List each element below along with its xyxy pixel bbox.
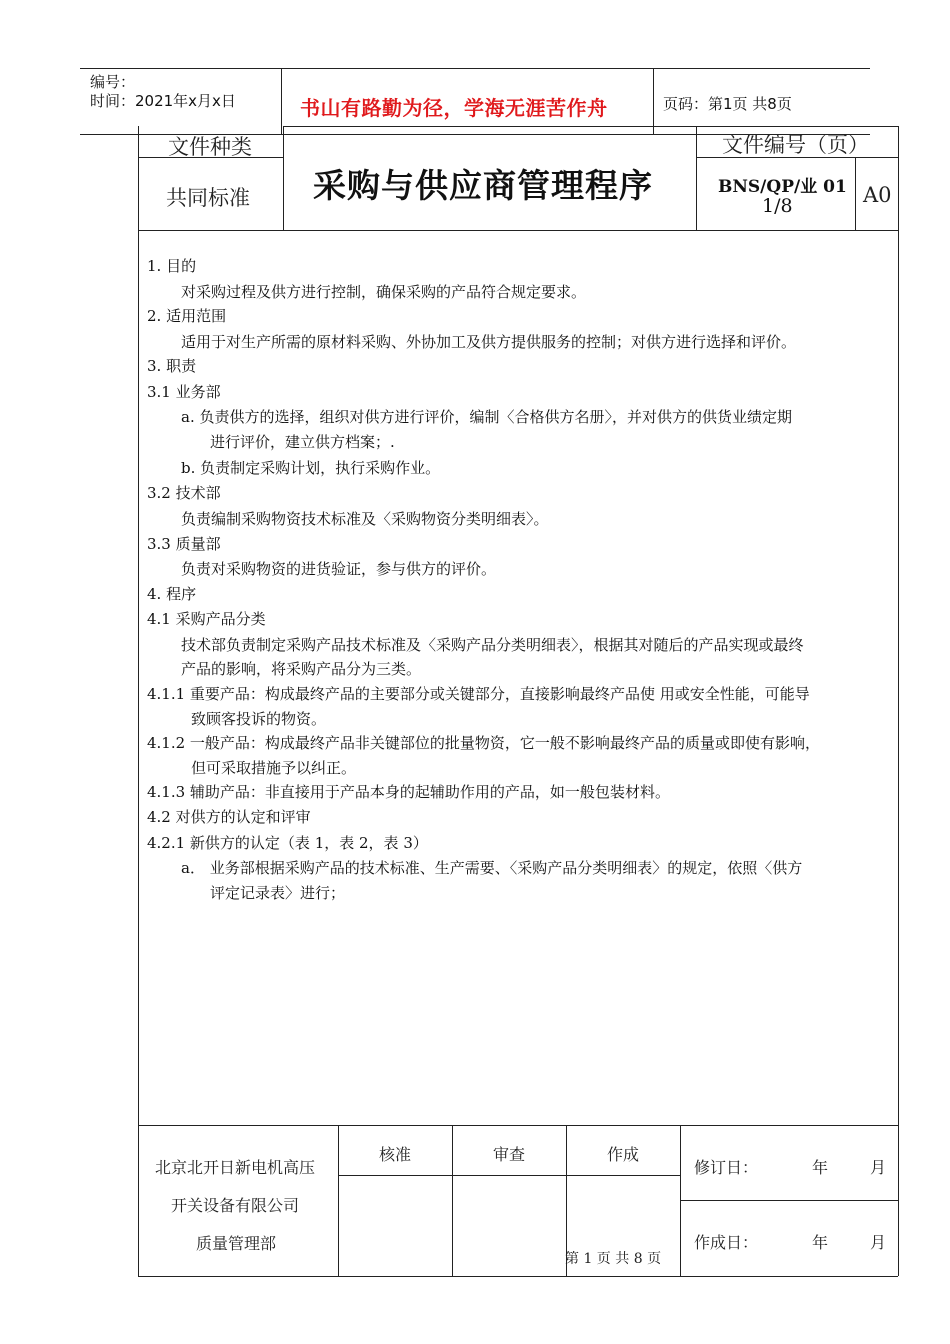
body-line: 3.1 业务部 <box>147 383 221 401</box>
body-line: 对采购过程及供方进行控制，确保采购的产品符合规定要求。 <box>181 283 587 301</box>
create-date-label: 作成日： <box>694 1233 759 1252</box>
motto-banner: 书山有路勤为径，学海无涯苦作舟 <box>300 96 608 120</box>
body-line: 4.2.1 新供方的认定（表 1，表 2，表 3） <box>147 834 428 852</box>
author-header: 作成 <box>607 1145 640 1164</box>
page-code-label: 页码：第1页 共8页 <box>663 95 792 113</box>
revise-date-month: 月 <box>870 1158 887 1177</box>
file-number-value: BNS/QP/业 01 <box>718 177 847 197</box>
body-line: 2. 适用范围 <box>147 307 227 325</box>
page-footer: 第 1 页 共 8 页 <box>565 1251 662 1267</box>
body-line: 致顾客投诉的物资。 <box>191 710 327 728</box>
document-title: 采购与供应商管理程序 <box>313 166 653 205</box>
body-line: 4.1.3 辅助产品：非直接用于产品本身的起辅助作用的产品，如一般包装材料。 <box>147 783 670 801</box>
approve-header: 核准 <box>379 1145 412 1164</box>
review-header: 审查 <box>493 1145 526 1164</box>
department-name: 质量管理部 <box>196 1234 277 1253</box>
body-line: a. 负责供方的选择，组织对供方进行评价，编制〈合格供方名册〉，并对供方的供货业绩定期 <box>181 408 792 426</box>
file-type-value: 共同标准 <box>166 186 250 210</box>
file-number-label: 文件编号（页） <box>722 133 869 157</box>
company-name-line1: 北京北开日新电机高压 <box>155 1158 316 1177</box>
body-line: 3.2 技术部 <box>147 484 221 502</box>
revise-date-year: 年 <box>812 1158 829 1177</box>
document-number-label: 编号： <box>90 73 136 91</box>
body-line: 4.1 采购产品分类 <box>147 610 266 628</box>
body-line: 但可采取措施予以纠正。 <box>191 759 357 777</box>
revise-date-label: 修订日： <box>694 1158 759 1177</box>
company-name-line2: 开关设备有限公司 <box>171 1196 300 1215</box>
body-line: 负责编制采购物资技术标准及〈采购物资分类明细表〉。 <box>181 510 549 528</box>
body-line: 4.2 对供方的认定和评审 <box>147 808 311 826</box>
body-line: 技术部负责制定采购产品技术标准及〈采购产品分类明细表〉，根据其对随后的产品实现或最终 <box>181 636 804 654</box>
body-line: b. 负责制定采购计划，执行采购作业。 <box>181 459 441 477</box>
create-date-year: 年 <box>812 1233 829 1252</box>
body-line: 4. 程序 <box>147 585 197 603</box>
create-date-month: 月 <box>870 1233 887 1252</box>
file-page-value: 1/8 <box>762 195 793 217</box>
body-line: 进行评价，建立供方档案；. <box>210 433 395 451</box>
revision-value: A0 <box>863 183 892 207</box>
body-line: 4.1.1 重要产品：构成最终产品的主要部分或关键部分，直接影响最终产品使 用或安全性能，可能导 <box>147 685 810 703</box>
body-line: 3. 职责 <box>147 357 197 375</box>
file-type-label: 文件种类 <box>168 135 252 159</box>
body-line: 适用于对生产所需的原材料采购、外协加工及供方提供服务的控制；对供方进行选择和评价。 <box>181 333 797 351</box>
body-line: 4.1.2 一般产品：构成最终产品非关键部位的批量物资，它一般不影响最终产品的质量或即使有影响， <box>147 734 820 752</box>
body-line: 3.3 质量部 <box>147 535 221 553</box>
document-time-label: 时间：2021年x月x日 <box>90 92 236 110</box>
body-line: 负责对采购物资的进货验证，参与供方的评价。 <box>181 560 497 578</box>
body-line: a． 业务部根据采购产品的技术标准、生产需要、〈采购产品分类明细表〉的规定，依照〈供方 <box>181 859 803 877</box>
body-line: 产品的影响，将采购产品分为三类。 <box>181 660 422 678</box>
body-line: 1. 目的 <box>147 257 197 275</box>
body-line: 评定记录表〉进行； <box>210 884 346 902</box>
